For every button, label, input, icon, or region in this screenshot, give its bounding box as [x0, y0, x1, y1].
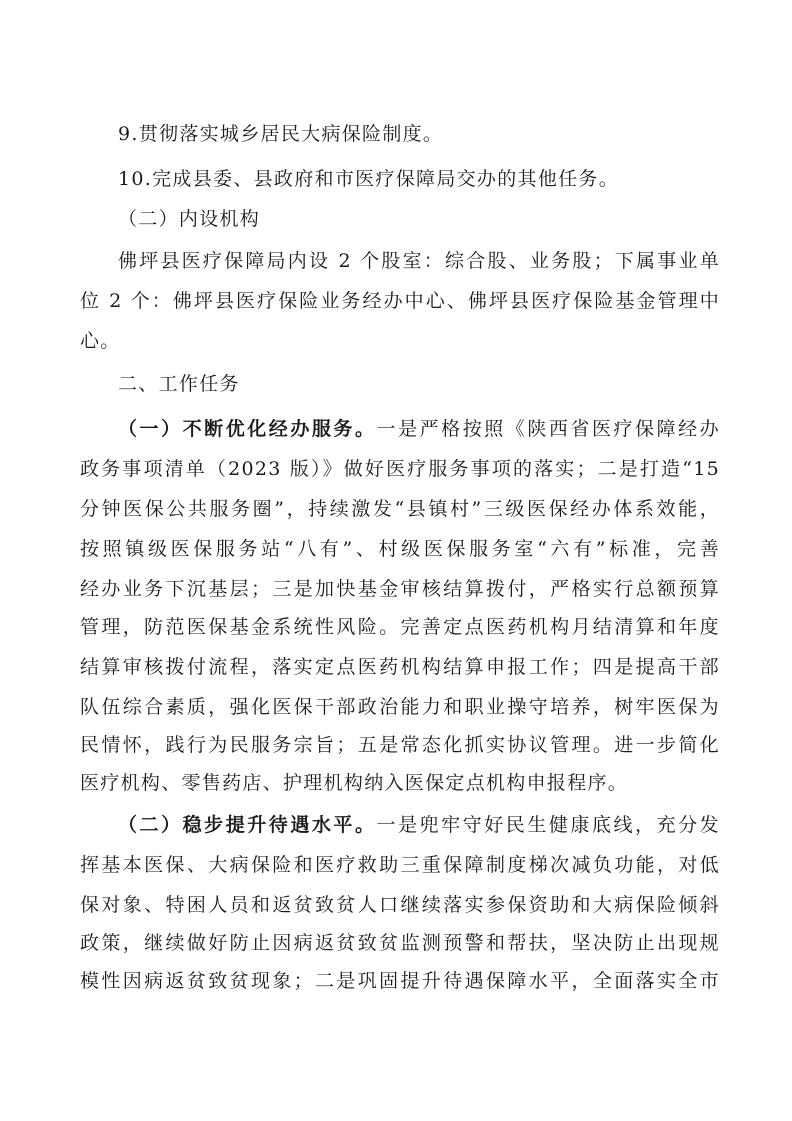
paragraph-line: 模性因病返贫致贫现象；二是巩固提升待遇保障水平，全面落实全市	[80, 970, 720, 992]
paragraph-line: 民情怀，践行为民服务宗旨；五是常态化抓实协议管理。进一步简化	[80, 734, 720, 756]
line-text: 一是严格按照《陕西省医疗保障经办	[376, 418, 720, 440]
paragraph-line: 佛坪县医疗保障局内设 2 个股室：综合股、业务股；下属事业单	[118, 250, 720, 272]
section-heading: 二、工作任务	[118, 373, 240, 395]
paragraph-line: 分钟医保公共服务圈”，持续激发“县镇村”三级医保经办体系效能，	[80, 498, 720, 520]
paragraph-line: 政务事项清单（2023 版）》做好医疗服务事项的落实；二是打造“15	[80, 458, 720, 480]
paragraph-line: 位 2 个：佛坪县医疗保险业务经办中心、佛坪县医疗保险基金管理中	[80, 290, 720, 312]
paragraph-line: 保对象、特困人员和返贫致贫人口继续落实参保资助和大病保险倾斜	[80, 894, 720, 916]
paragraph-line: 经办业务下沉基层；三是加快基金审核结算拨付，严格实行总额预算	[80, 578, 720, 600]
paragraph-line: 心。	[80, 330, 121, 352]
paragraph-line: 结算审核拨付流程，落实定点医药机构结算申报工作；四是提高干部	[80, 656, 720, 678]
subsection-heading: （二）内设机构	[118, 208, 261, 230]
list-item-9: 9.贯彻落实城乡居民大病保险制度。	[118, 123, 444, 145]
paragraph-line: 政策，继续做好防止因病返贫致贫监测预警和帮扶，坚决防止出现规	[80, 932, 720, 954]
paragraph-line: 管理，防范医保基金系统性风险。完善定点医药机构月结清算和年度	[80, 616, 720, 638]
paragraph-line	[118, 806, 720, 844]
line-text: 一是兜牢守好民生健康底线，充分发	[376, 814, 720, 836]
paragraph-line: 挥基本医保、大病保险和医疗救助三重保障制度梯次减负功能，对低	[80, 854, 720, 876]
bold-lead: （二）稳步提升待遇水平。	[118, 814, 377, 836]
paragraph-line: 按照镇级医保服务站“八有”、村级医保服务室“六有”标准，完善	[80, 538, 720, 560]
paragraph-line	[118, 410, 720, 448]
list-item-10: 10.完成县委、县政府和市医疗保障局交办的其他任务。	[118, 168, 620, 190]
bold-lead: （一）不断优化经办服务。	[118, 418, 377, 440]
paragraph-line: 队伍综合素质，强化医保干部政治能力和职业操守培养，树牢医保为	[80, 696, 720, 718]
paragraph-line: 医疗机构、零售药店、护理机构纳入医保定点机构申报程序。	[80, 772, 629, 794]
